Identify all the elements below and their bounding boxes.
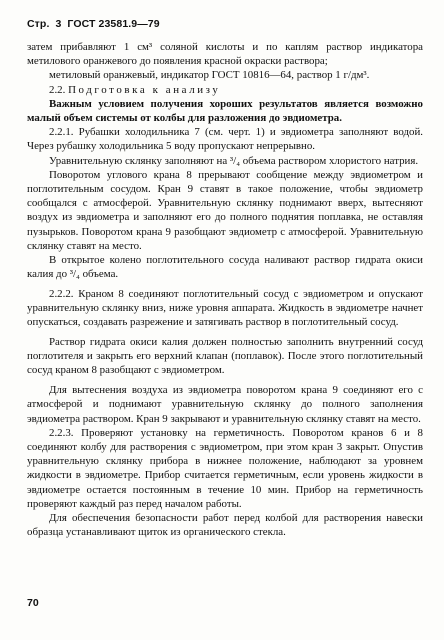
paragraph-corner-valve: Поворотом углового крана 8 прерывают сообщение между эвдиометром и поглотительным сосудом. Кран 9 ставят в такое положение, чтобы эвдиометр сообщался с атмосферой. Уравнительную склянку поднимают вверх, вытесняют воздух из эвдиометра и заполняют его до полного поднятия поплавка, не оставляя пузырьков. Поворотом крана 9 разобщают эвдиометр с атмосферой. Уравнительную склянку ставят на место.: [27, 168, 423, 252]
paragraph-koh-solution: Раствор гидрата окиси калия должен полностью заполнить внутренний сосуд поглотителя и закрыть его верхний клапан (поплавок). После этого поглотительный сосуд краном 8 разобщают с эвдиометром.: [27, 336, 423, 377]
document-body: [27, 40, 423, 539]
paragraph-safety-shield: Для обеспечения безопасности работ перед колбой для растворения навески образца устанавливают щиток из органического стекла.: [27, 512, 423, 539]
paragraph-absorber-fill: В открытое колено поглотительного сосуда наливают раствор гидрата окиси калия до ³/₄ объема.: [27, 254, 423, 281]
section-number: 2.2.: [49, 83, 66, 96]
running-header: [27, 18, 160, 30]
page-number: 3: [55, 18, 62, 30]
page-folio: 70: [27, 597, 39, 609]
paragraph-2-2-1: 2.2.1. Рубашки холодильника 7 (см. черт. 1) и эвдиометра заполняют водой. Через рубашку холодильника 5 воду пропускают непрерывно.: [27, 126, 423, 153]
section-title: Подготовка к анализу: [68, 83, 221, 96]
section-heading-2-2: [27, 83, 423, 97]
paragraph-acid-addition: затем прибавляют 1 см³ соляной кислоты и по каплям раствор индикатора метилового оранжевого до появления красной окраски раствора;: [27, 41, 423, 68]
paragraph-air-displacement: Для вытеснения воздуха из эвдиометра поворотом крана 9 соединяют его с атмосферой и поднимают уравнительную склянку до полного заполнения эвдиометра раствором. Кран 9 закрывают и уравнительную склянку ставят на место.: [27, 384, 423, 425]
paragraph-important-condition: Важным условием получения хороших результатов является возможно малый объем системы от колбы для разложения до эвдиометра.: [27, 97, 423, 125]
paragraph-leveling-bottle: Уравнительную склянку заполняют на ³/₄ объема раствором хлористого натрия.: [49, 154, 419, 167]
page-label: Стр.: [27, 18, 50, 30]
paragraph-2-2-2: 2.2.2. Краном 8 соединяют поглотительный сосуд с эвдиометром и опускают уравнительную склянку вниз, ниже уровня аппарата. Жидкость в эвдиометре начнет опускаться, создавать разрежение и затягивать раствор в поглотительный сосуд.: [27, 287, 423, 329]
paragraph-indicator: метиловый оранжевый, индикатор ГОСТ 10816—64, раствор 1 г/дм³.: [49, 69, 370, 82]
paragraph-2-2-3: 2.2.3. Проверяют установку на герметичность. Поворотом кранов 6 и 8 соединяют колбу для растворения с эвдиометром, при этом кран 3 закрыт. Опустив уравнительную склянку прибора в нижнее положение, наблюдают за уровнем жидкости в эвдиометре. Прибор считается герметичным, если уровень жидкости в эвдиометре остается постоянным в течение 10 мин. Прибор на герметичность проверяют каждый раз перед началом работы.: [27, 426, 423, 510]
standard-designation: ГОСТ 23581.9—79: [67, 18, 160, 30]
